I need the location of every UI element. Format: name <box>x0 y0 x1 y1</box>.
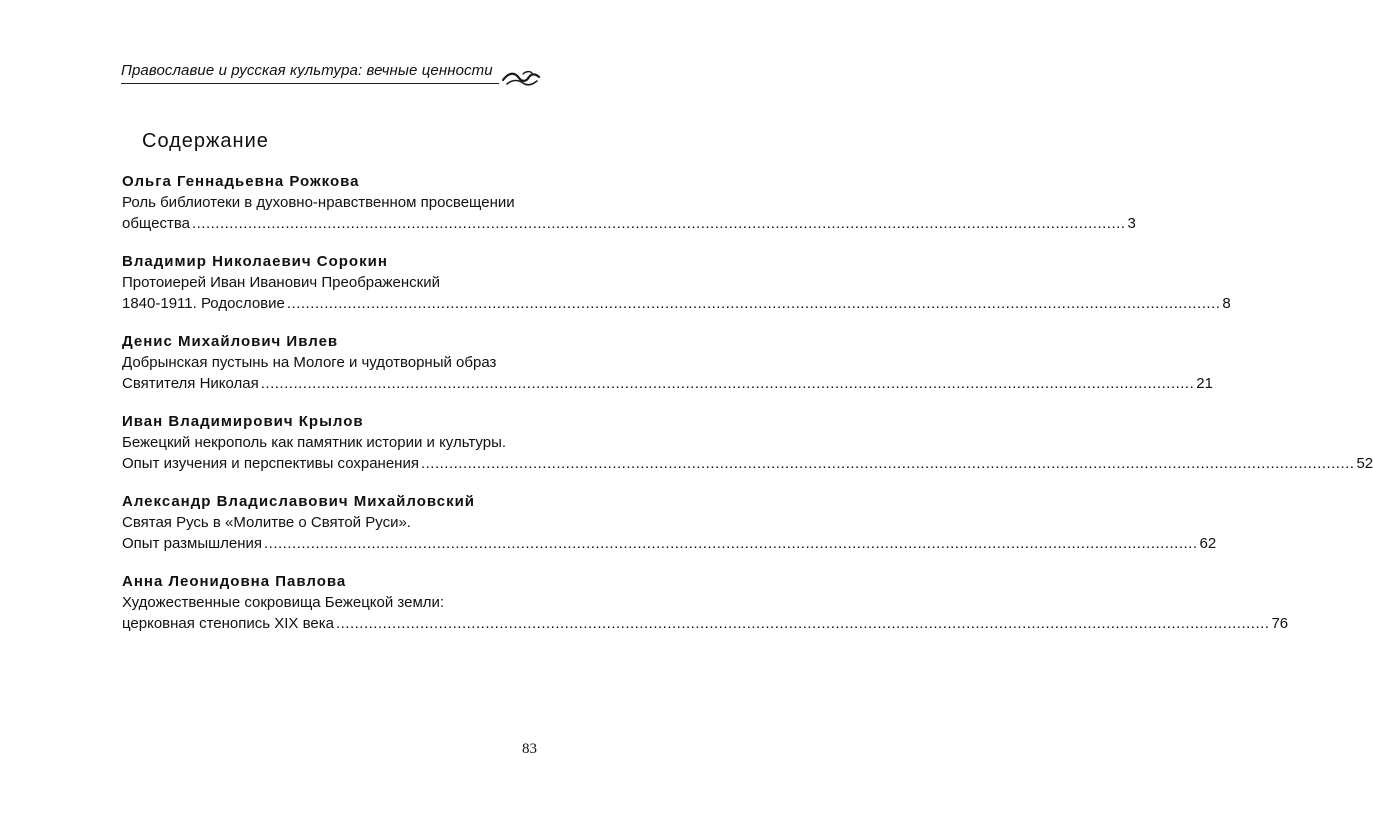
toc-title-line: Святая Русь в «Молитве о Святой Руси». <box>122 514 411 531</box>
table-of-contents <box>122 171 1373 651</box>
dot-leader: ........................................................................................................................................................................................................ <box>264 535 1198 552</box>
toc-title-last-line <box>122 213 1136 234</box>
toc-title-end: общества <box>122 215 190 232</box>
toc-author: Александр Владиславович Михайловский <box>122 493 476 510</box>
toc-page-number: 3 <box>1127 215 1136 232</box>
running-header-title: Православие и русская культура: вечные ценности <box>121 62 493 79</box>
toc-title-line: Добрынская пустынь на Мологе и чудотворный образ <box>122 354 497 371</box>
toc-page-number: 8 <box>1222 295 1231 312</box>
toc-author: Владимир Николаевич Сорокин <box>122 253 388 270</box>
toc-title-end: Опыт изучения и перспективы сохранения <box>122 455 419 472</box>
toc-title-end: церковная стенопись XIX века <box>122 615 334 632</box>
page-number: 83 <box>522 741 537 757</box>
wave-icon <box>501 68 541 88</box>
toc-author: Иван Владимирович Крылов <box>122 413 364 430</box>
toc-entry <box>122 411 1373 474</box>
toc-entry <box>122 491 1217 554</box>
toc-entry <box>122 251 1231 314</box>
toc-title-last-line <box>122 613 1289 634</box>
toc-page-number: 76 <box>1271 615 1289 632</box>
toc-page-number: 21 <box>1196 375 1213 392</box>
toc-title-end: 1840-1911. Родословие <box>122 295 285 312</box>
dot-leader: ........................................................................................................................................................................................................ <box>420 455 1355 472</box>
toc-title-end: Святителя Николая <box>122 375 259 392</box>
toc-title-last-line <box>122 533 1217 554</box>
toc-title-line: Художественные сокровища Бежецкой земли: <box>122 594 445 611</box>
toc-title-last-line <box>122 293 1231 314</box>
toc-author: Денис Михайлович Ивлев <box>122 333 339 350</box>
running-header <box>121 62 541 86</box>
toc-title-line: Бежецкий некрополь как памятник истории и культуры. <box>122 434 507 451</box>
dot-leader: ........................................................................................................................................................................................................ <box>286 295 1221 312</box>
toc-author: Ольга Геннадьевна Рожкова <box>122 173 360 190</box>
toc-page-number: 52 <box>1356 455 1373 472</box>
dot-leader: ........................................................................................................................................................................................................ <box>260 375 1195 392</box>
toc-author: Анна Леонидовна Павлова <box>122 573 347 590</box>
dot-leader: ........................................................................................................................................................................................................ <box>335 615 1270 632</box>
toc-entry <box>122 331 1213 394</box>
toc-entry <box>122 171 1136 234</box>
dot-leader: ........................................................................................................................................................................................................ <box>191 215 1126 232</box>
header-rule <box>121 83 499 84</box>
toc-title-line: Протоиерей Иван Иванович Преображенский <box>122 274 440 291</box>
toc-page-number: 62 <box>1199 535 1217 552</box>
toc-title-last-line <box>122 373 1213 394</box>
contents-heading: Содержание <box>142 130 269 152</box>
toc-title-end: Опыт размышления <box>122 535 263 552</box>
toc-title-line: Роль библиотеки в духовно-нравственном просвещении <box>122 194 515 211</box>
toc-entry <box>122 571 1289 634</box>
toc-title-last-line <box>122 453 1373 474</box>
